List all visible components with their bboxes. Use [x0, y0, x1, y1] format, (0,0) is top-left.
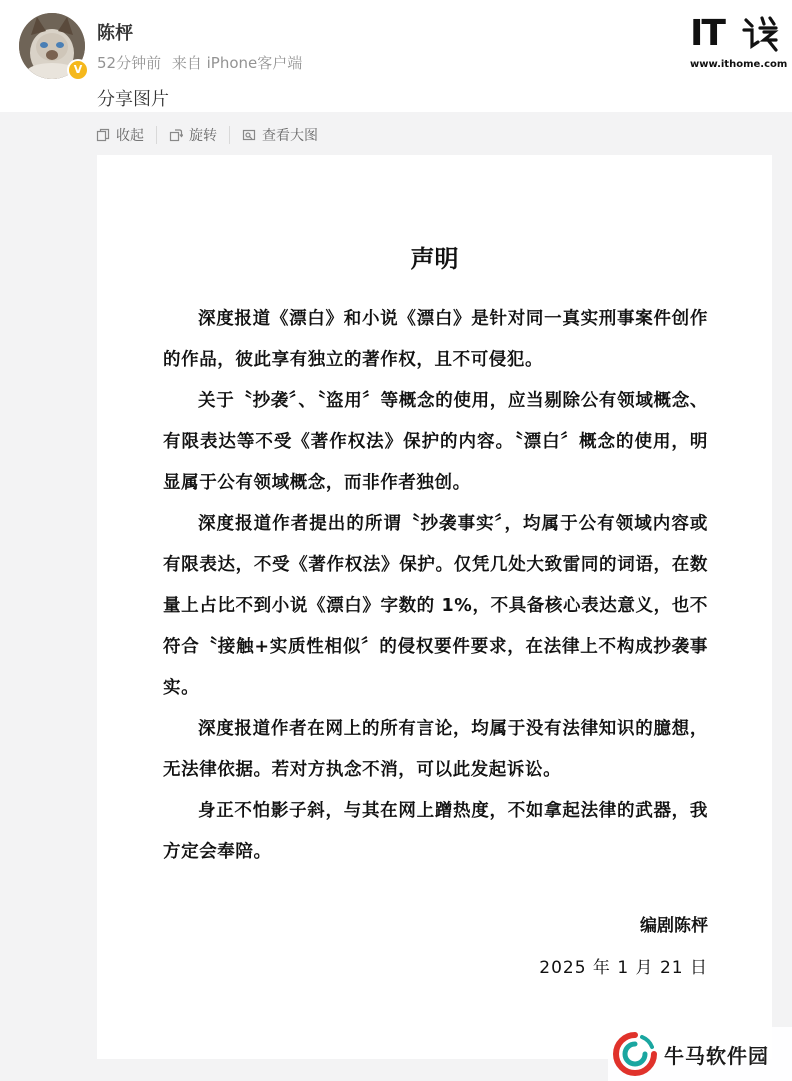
site-logo-url: www.ithome.com — [690, 59, 788, 70]
rotate-label: 旋转 — [189, 128, 217, 144]
statement-body — [163, 299, 708, 873]
statement-paragraph: 深度报道作者提出的所谓〝抄袭事实〞，均属于公有领域内容或有限表达，不受《著作权法》保护。仅凭几处大致雷同的词语，在数量上占比不到小说《漂白》字数的 1%，不具备核心表达意义，也不符合〝接触+实质性相似〞的侵权要件要求，在法律上不构成抄袭事实。 — [163, 514, 708, 698]
collapse-icon — [96, 128, 110, 142]
post-source: 来自 iPhone客户端 — [171, 54, 303, 72]
username[interactable]: 陈枰 — [97, 23, 133, 44]
statement-title: 声明 — [410, 245, 459, 273]
statement-paragraph: 深度报道《漂白》和小说《漂白》是针对同一真实刑事案件创作的作品，彼此享有独立的著作权，且不可侵犯。 — [163, 309, 708, 370]
post-text: 分享图片 — [97, 89, 169, 110]
site-logo-it: IT — [690, 13, 724, 54]
statement-signature: 编剧陈枰 — [640, 916, 708, 936]
collapse-button[interactable] — [96, 125, 156, 145]
watermark-text: 牛马软件园 — [664, 1043, 769, 1068]
verified-badge-icon: V — [67, 59, 89, 81]
toolbar-divider — [156, 126, 157, 144]
rotate-icon — [169, 128, 183, 142]
post-meta — [97, 52, 308, 73]
site-logo-glyph — [740, 14, 780, 63]
statement-paragraph: 深度报道作者在网上的所有言论，均属于没有法律知识的臆想，无法律依据。若对方执念不消，可以此发起诉讼。 — [163, 719, 708, 780]
statement-date: 2025 年 1 月 21 日 — [539, 958, 708, 978]
view-large-button[interactable] — [242, 125, 330, 145]
watermark — [608, 1027, 792, 1081]
site-logo — [686, 12, 788, 74]
toolbar-divider — [229, 126, 230, 144]
collapse-label: 收起 — [116, 128, 144, 144]
ithome-glyph-icon — [740, 14, 780, 54]
rotate-button[interactable] — [169, 125, 229, 145]
view-large-label: 查看大图 — [262, 128, 318, 144]
statement-paragraph: 身正不怕影子斜，与其在网上蹭热度，不如拿起法律的武器，我方定会奉陪。 — [163, 801, 708, 862]
post-time: 52分钟前 — [97, 54, 162, 72]
media-toolbar — [96, 124, 330, 146]
statement-image[interactable] — [97, 155, 772, 1059]
view-large-icon — [242, 128, 256, 142]
post-header — [0, 0, 792, 112]
statement-paragraph: 关于〝抄袭〞、〝盗用〞等概念的使用，应当剔除公有领域概念、有限表达等不受《著作权法》保护的内容。〝漂白〞概念的使用，明显属于公有领域概念，而非作者独创。 — [163, 391, 708, 493]
watermark-logo-icon — [612, 1031, 658, 1077]
